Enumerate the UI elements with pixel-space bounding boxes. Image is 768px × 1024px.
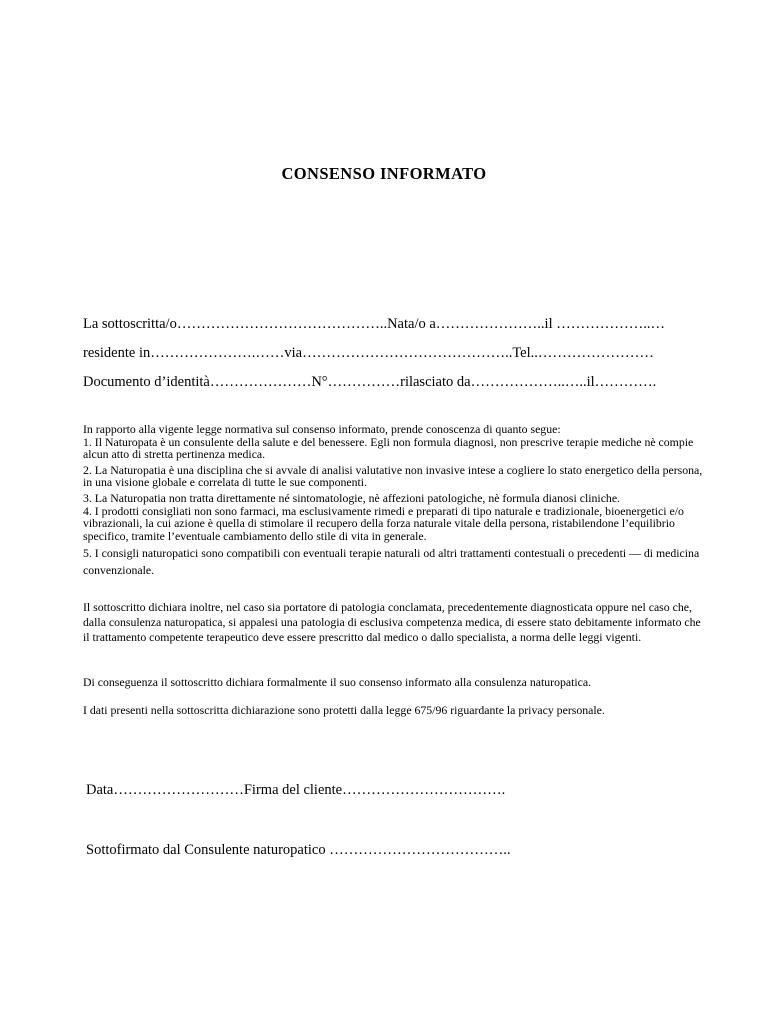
term-point-2: 2. La Naturopatia è una disciplina che si avvale di analisi valutative non invasive intese a cogliere lo stato energetico della persona, in una visione globale e correlata di tutte le sue componenti. xyxy=(83,462,703,490)
declaration-paragraph: Il sottoscritto dichiara inoltre, nel caso sia portatore di patologia conclamata, precedentemente diagnosticata oppure nel caso che, dalla consulenza naturopatica, si appalesi una patologia di esclusiva competenza medica, di essere stato debitamente informato che il trattamento competente terapeutico deve essere prescritto dal medico o dallo specialista, a norma delle leggi vigenti. xyxy=(83,600,701,644)
form-line-residence: residente in………………….……via……………………………………..Tel..…………………… xyxy=(83,345,654,361)
term-point-3: 3. La Naturopatia non tratta direttamente né sintomatologie, nè affezioni patologiche, nè formula dianosi cliniche. xyxy=(83,490,621,505)
terms-list xyxy=(83,423,703,579)
client-signature-line: Data………………………Firma del cliente……………………………. xyxy=(86,782,506,798)
term-point-1: 1. Il Naturopata è un consulente della salute e del benessere. Egli non formula diagnosi, non prescrive terapie mediche nè compie alcun atto di stretta pertinenza medica. xyxy=(83,434,694,462)
privacy-paragraph: I dati presenti nella sottoscritta dichiarazione sono protetti dalla legge 675/96 riguardante la privacy personale. xyxy=(83,703,605,717)
term-point-4: 4. I prodotti consigliati non sono farmaci, ma esclusivamente rimedi e preparati di tipo naturale e tradizionale, bioenergetici e/o vibrazionali, la cui azione è quella di stimolare il recupero della forza naturale vitale della persona, ristabilendone l’equilibrio specifico, tramite l’eventuale cambiamento dello stile di vita in generale. xyxy=(83,503,684,543)
form-line-identity-document: Documento d’identità…………………N°……………rilasciato da………………..…..il…………. xyxy=(83,374,657,390)
document-title: CONSENSO INFORMATO xyxy=(281,164,487,183)
term-point-5: 5. I consigli naturopatici sono compatibili con eventuali terapie naturali od altri trattamenti contestuali o precedenti — di medicina convenzionale. xyxy=(83,546,700,578)
terms-intro: In rapporto alla vigente legge normativa sul consenso informato, prende conoscenza di quanto segue: xyxy=(83,422,561,436)
consent-paragraph: Di conseguenza il sottoscritto dichiara formalmente il suo consenso informato alla consulenza naturopatica. xyxy=(83,675,592,689)
consultant-signature-line: Sottofirmato dal Consulente naturopatico ……………………………….. xyxy=(86,842,511,858)
form-line-name-birth: La sottoscritta/o……………………………………..Nata/o a…………………..il ………………..… xyxy=(83,316,665,332)
